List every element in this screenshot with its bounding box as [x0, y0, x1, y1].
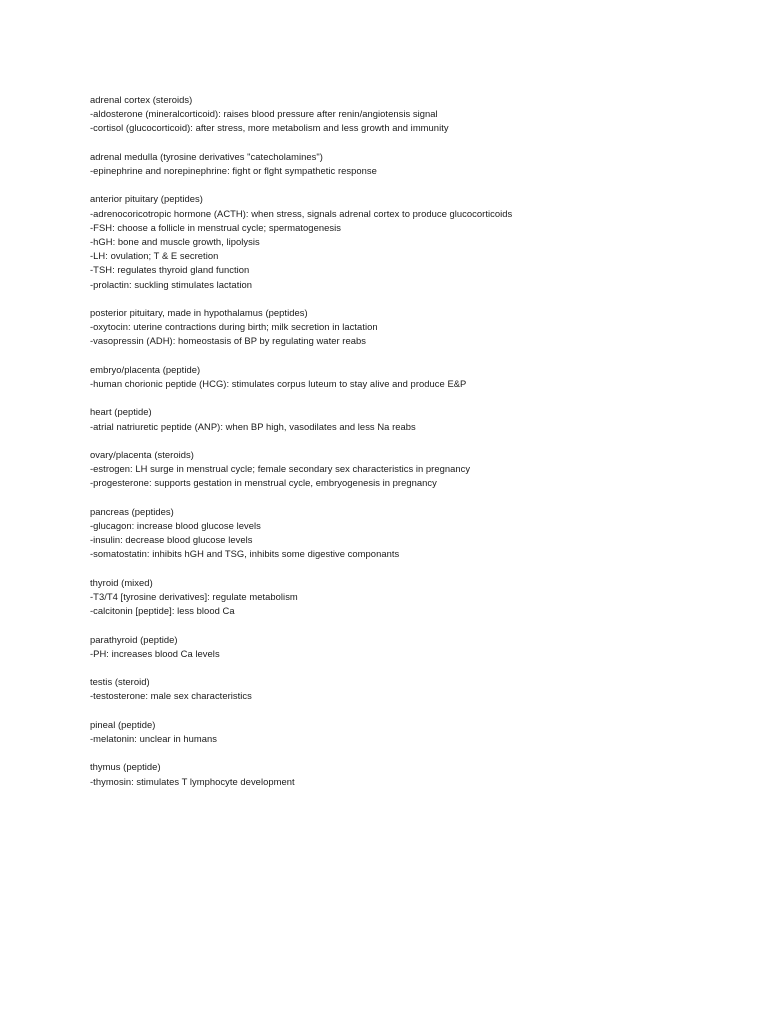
hormone-entry: -FSH: choose a follicle in menstrual cycle; spermatogenesis — [90, 221, 341, 233]
section-heading: posterior pituitary, made in hypothalamus (peptides) — [90, 307, 308, 318]
section-heading: pineal (peptide) — [90, 718, 156, 730]
section-heading: adrenal cortex (steroids) — [90, 94, 193, 105]
section-heading: ovary/placenta (steroids) — [90, 448, 194, 460]
section-heading: pancreas (peptides) — [90, 505, 174, 517]
hormone-section — [90, 93, 750, 136]
hormone-section — [90, 576, 750, 619]
section-heading: embryo/placenta (peptide) — [90, 363, 201, 375]
hormone-entry: -PH: increases blood Ca levels — [90, 647, 220, 659]
hormone-entry: -calcitonin [peptide]: less blood Ca — [90, 605, 235, 617]
hormone-section — [90, 150, 750, 178]
hormone-entry: -cortisol (glucocorticoid): after stress, more metabolism and less growth and immunity — [90, 122, 449, 134]
hormone-entry: -atrial natriuretic peptide (ANP): when BP high, vasodilates and less Na reabs — [90, 420, 416, 432]
hormone-entry: -LH: ovulation; T & E secretion — [90, 250, 219, 262]
hormone-entry: -vasopressin (ADH): homeostasis of BP by regulating water reabs — [90, 335, 367, 347]
hormone-entry: -progesterone: supports gestation in menstrual cycle, embryogenesis in pregnancy — [90, 477, 437, 489]
hormone-entry: -prolactin: suckling stimulates lactation — [90, 278, 253, 290]
hormone-entry: -hGH: bone and muscle growth, lipolysis — [90, 236, 260, 247]
hormone-entry: -thymosin: stimulates T lymphocyte development — [90, 775, 295, 787]
hormone-section — [90, 633, 750, 661]
section-heading: heart (peptide) — [90, 406, 152, 418]
hormone-entry: -melatonin: unclear in humans — [90, 732, 218, 744]
section-heading: anterior pituitary (peptides) — [90, 193, 203, 205]
hormone-entry: -epinephrine and norepinephrine: fight or flght sympathetic response — [90, 165, 377, 176]
hormone-entry: -human chorionic peptide (HCG): stimulates corpus luteum to stay alive and produce E&P — [90, 378, 467, 389]
hormone-entry: -estrogen: LH surge in menstrual cycle; female secondary sex characteristics in pregnancy — [90, 463, 471, 475]
hormone-section — [90, 363, 750, 391]
hormone-entry: -adrenocoricotropic hormone (ACTH): when stress, signals adrenal cortex to produce glucocorticoids — [90, 207, 513, 219]
hormone-entry: -aldosterone (mineralcorticoid): raises blood pressure after renin/angiotensis signal — [90, 108, 438, 120]
section-heading: thymus (peptide) — [90, 761, 161, 773]
hormone-entry: -TSH: regulates thyroid gland function — [90, 264, 250, 276]
hormone-section — [90, 405, 750, 433]
hormone-entry: -somatostatin: inhibits hGH and TSG, inhibits some digestive componants — [90, 548, 400, 560]
section-heading: testis (steroid) — [90, 676, 150, 688]
hormone-section — [90, 505, 750, 562]
hormone-entry: -testosterone: male sex characteristics — [90, 690, 252, 702]
hormone-entry: -T3/T4 [tyrosine derivatives]: regulate metabolism — [90, 590, 298, 602]
hormone-section — [90, 306, 750, 349]
hormone-entry: -oxytocin: uterine contractions during birth; milk secretion in lactation — [90, 321, 378, 333]
hormone-section — [90, 448, 750, 491]
document-body — [90, 93, 750, 803]
hormone-section — [90, 718, 750, 746]
hormone-section — [90, 192, 750, 291]
section-heading: adrenal medulla (tyrosine derivatives "catecholamines") — [90, 150, 323, 162]
section-heading: thyroid (mixed) — [90, 576, 153, 588]
hormone-section — [90, 675, 750, 703]
hormone-entry: -insulin: decrease blood glucose levels — [90, 534, 253, 546]
hormone-section — [90, 760, 750, 788]
section-heading: parathyroid (peptide) — [90, 633, 178, 645]
hormone-entry: -glucagon: increase blood glucose levels — [90, 519, 261, 531]
